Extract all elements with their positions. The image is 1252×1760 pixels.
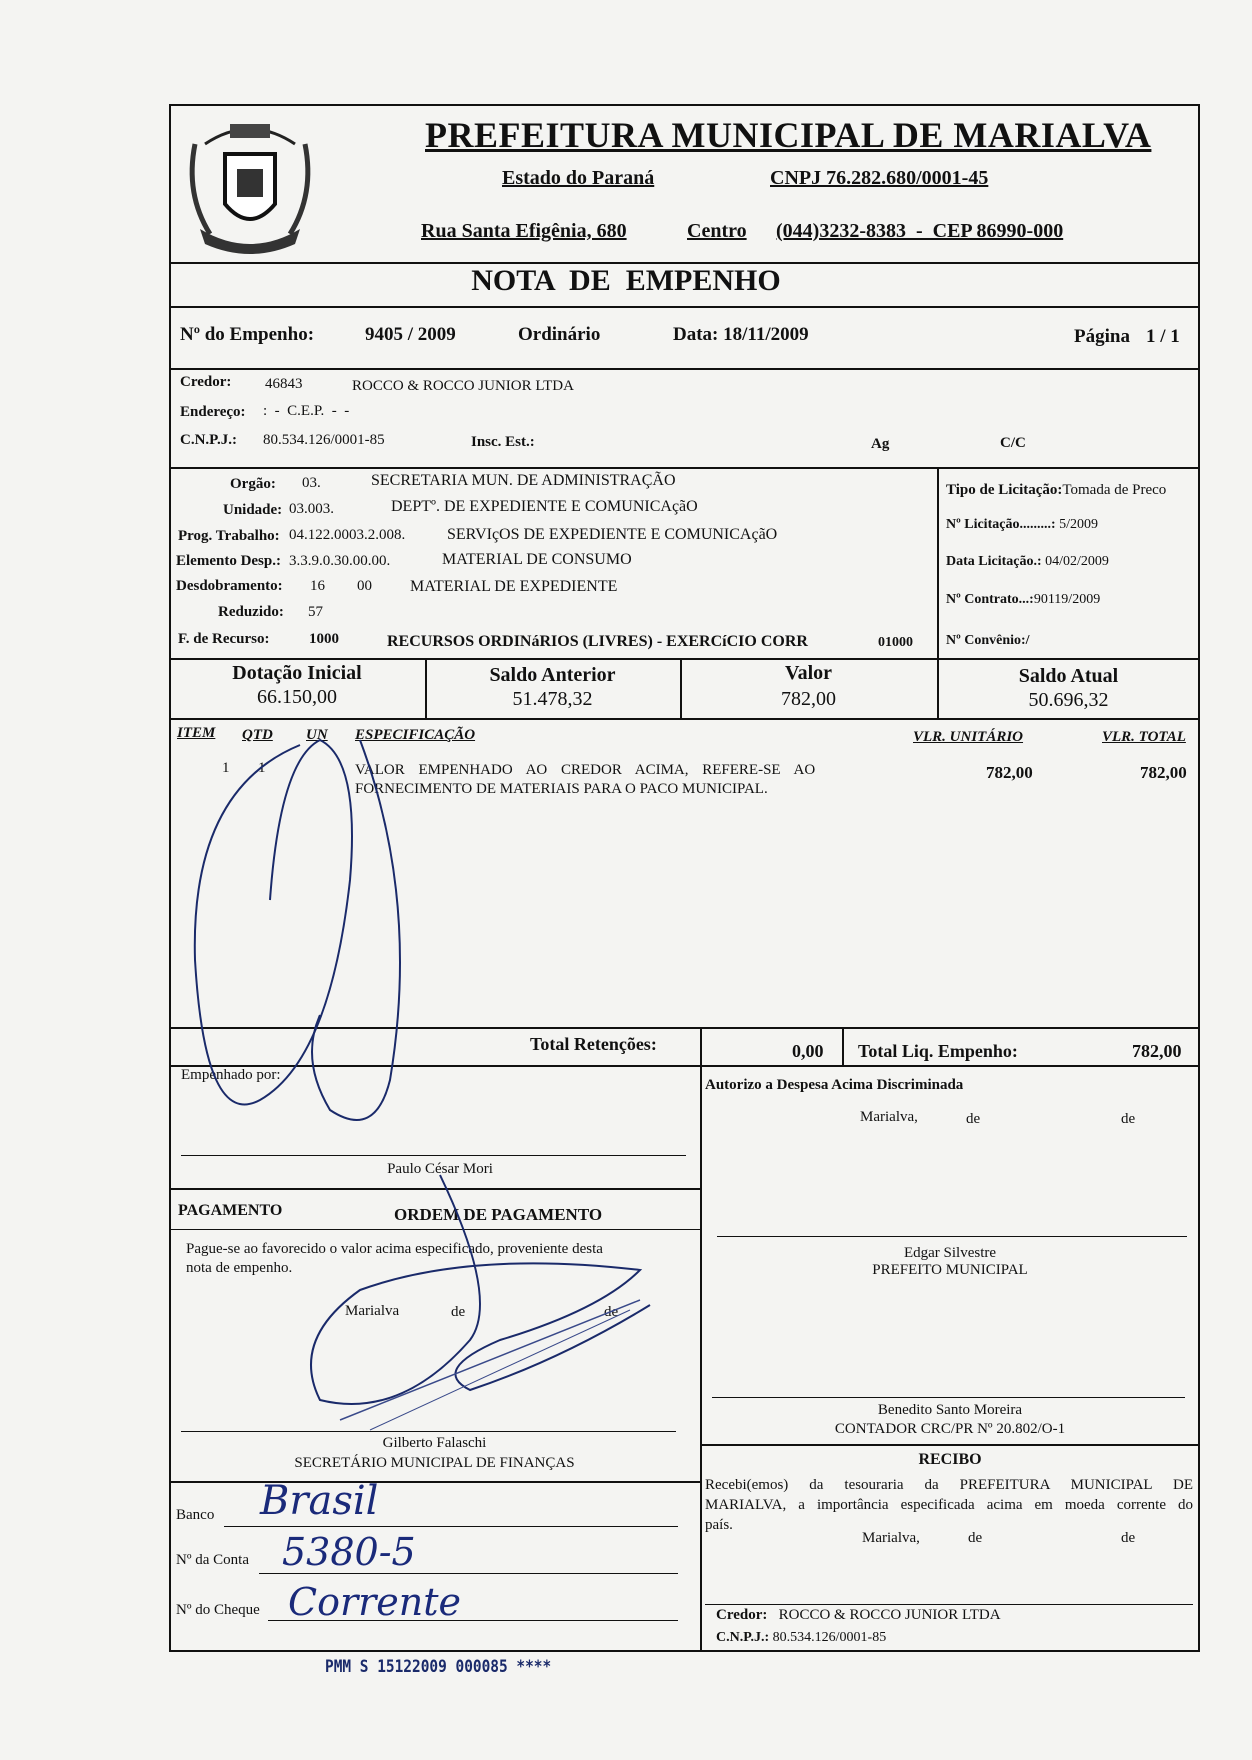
autorizo-name: Edgar Silvestre [903, 1245, 997, 1261]
unidade-label: Unidade: [223, 502, 283, 518]
page-title: PREFEITURA MUNICIPAL DE MARIALVA [425, 115, 1152, 155]
col-vlr-total: VLR. TOTAL [1102, 729, 1186, 745]
licitacao-date-label: Data Licitação.: [946, 554, 1042, 569]
col-item: ITEM [177, 725, 216, 741]
prog-desc: SERVIçOS DE EXPEDIENTE E COMUNICAçãO [447, 526, 778, 543]
item-vlr-unitario: 782,00 [986, 763, 1033, 782]
banco-handwritten: Brasil [260, 1478, 379, 1524]
contrato-number: 90119/2009 [1033, 592, 1101, 607]
rodape-cnpj: 80.534.126/0001-85 [772, 1630, 887, 1645]
page-number: 1 / 1 [1146, 326, 1180, 347]
dotacao-inicial-label: Dotação Inicial [232, 662, 362, 684]
orgao-code: 03. [302, 475, 321, 491]
doc-title: NOTA DE EMPENHO [471, 264, 781, 297]
prog-label: Prog. Trabalho: [178, 528, 280, 544]
elemento-desc: MATERIAL DE CONSUMO [442, 551, 632, 568]
protocol-stamp: PMM S 15122009 000085 **** [325, 1657, 552, 1677]
desdobramento-code: 16 [310, 578, 325, 594]
rodape-cnpj-label: C.N.P.J.: [716, 1630, 770, 1645]
unidade-desc: DEPTº. DE EXPEDIENTE E COMUNICAçãO [391, 498, 698, 515]
total-retencoes-value: 0,00 [792, 1041, 824, 1061]
dotacao-inicial-value: 66.150,00 [257, 686, 337, 708]
insc-label: Insc. Est.: [471, 434, 535, 450]
item-vlr-total: 782,00 [1140, 763, 1187, 782]
autorizo-de1: de [966, 1111, 981, 1127]
recibo-text-line1: Recebi(emos) da tesouraria da PREFEITURA MUNICIPAL DE [705, 1477, 1193, 1493]
saldo-atual-value: 50.696,32 [1028, 689, 1109, 711]
contrato-label: Nº Contrato...: [946, 592, 1034, 607]
header-district: Centro [687, 220, 747, 242]
saldo-atual-label: Saldo Atual [1018, 665, 1119, 687]
autorizo-role: PREFEITO MUNICIPAL [872, 1262, 1028, 1278]
pagamento-name: Gilberto Falaschi [382, 1435, 487, 1451]
pagamento-de1: de [451, 1304, 466, 1320]
item-desc-line1: VALOR EMPENHADO AO CREDOR ACIMA, REFERE-SE AO [355, 762, 816, 778]
item-qtd: 1 [258, 760, 266, 776]
empenho-number: 9405 / 2009 [365, 324, 456, 345]
endereco-label: Endereço: [180, 404, 246, 420]
pagamento-text-line2: nota de empenho. [186, 1260, 293, 1276]
fonte-code: 1000 [309, 631, 339, 647]
col-qtd: QTD [242, 727, 273, 743]
tipo-licitacao-value: Tomada de Preco [1062, 482, 1167, 498]
endereco-value: : - C.E.P. - - [263, 403, 350, 419]
elemento-code: 3.3.9.0.30.00.00. [289, 553, 391, 569]
empenhado-name: Paulo César Mori [387, 1161, 493, 1177]
recibo-de2: de [1121, 1530, 1136, 1546]
autorizo-de2: de [1121, 1111, 1136, 1127]
licitacao-date: 04/02/2009 [1045, 554, 1109, 569]
header-address: Rua Santa Efigênia, 680 [421, 220, 627, 242]
cheque-label: Nº do Cheque [176, 1602, 260, 1618]
page-label: Página [1074, 326, 1130, 347]
autorizo-city: Marialva, [860, 1109, 918, 1125]
elemento-label: Elemento Desp.: [176, 553, 281, 569]
empenho-label: Nº do Empenho: [180, 324, 315, 345]
credor-label: Credor: [180, 374, 232, 390]
pagamento-role: SECRETÁRIO MUNICIPAL DE FINANÇAS [294, 1455, 575, 1471]
desdobramento-sub: 00 [357, 578, 372, 594]
banco-label: Banco [176, 1507, 215, 1523]
contador-role: CONTADOR CRC/PR Nº 20.802/O-1 [834, 1421, 1066, 1437]
desdobramento-label: Desdobramento: [176, 578, 283, 594]
credor-name: ROCCO & ROCCO JUNIOR LTDA [352, 378, 574, 394]
fonte-number: 01000 [878, 635, 913, 650]
coat-of-arms-icon [175, 104, 325, 262]
credor-cnpj: 80.534.126/0001-85 [263, 432, 385, 448]
rodape-credor-label: Credor: [716, 1607, 768, 1623]
tipo-licitacao-label: Tipo de Licitação: [946, 482, 1063, 498]
saldo-anterior-value: 51.478,32 [512, 688, 593, 710]
recibo-de1: de [968, 1530, 983, 1546]
reduzido-code: 57 [308, 604, 323, 620]
item-desc-line2: FORNECIMENTO DE MATERIAIS PARA O PACO MUNICIPAL. [355, 781, 768, 797]
col-especificacao: ESPECIFICAÇÃO [355, 727, 476, 743]
rodape-credor-name: ROCCO & ROCCO JUNIOR LTDA [778, 1607, 1001, 1623]
fonte-label: F. de Recurso: [178, 631, 270, 647]
pagamento-text-line1: Pague-se ao favorecido o valor acima especificado, proveniente desta [186, 1241, 603, 1257]
saldo-anterior-label: Saldo Anterior [489, 664, 616, 686]
valor-value: 782,00 [781, 688, 836, 710]
pagamento-de2: de [604, 1304, 619, 1320]
autorizo-label: Autorizo a Despesa Acima Discriminada [705, 1077, 964, 1093]
recibo-city: Marialva, [862, 1530, 920, 1546]
cheque-handwritten: Corrente [288, 1580, 462, 1624]
header-phone-cep: (044)3232-8383 - CEP 86990-000 [776, 220, 1064, 242]
orgao-desc: SECRETARIA MUN. DE ADMINISTRAÇÃO [371, 472, 676, 489]
col-vlr-unitario: VLR. UNITÁRIO [913, 729, 1024, 745]
contador-name: Benedito Santo Moreira [877, 1402, 1023, 1418]
conta-label: Nº da Conta [176, 1552, 249, 1568]
credor-code: 46843 [265, 376, 303, 392]
header-cnpj: CNPJ 76.282.680/0001-45 [770, 167, 989, 189]
pagamento-city: Marialva [345, 1303, 400, 1319]
recibo-text-line2: MARIALVA, a importância especificada acima em moeda corrente do [705, 1497, 1193, 1513]
desdobramento-desc: MATERIAL DE EXPEDIENTE [410, 578, 618, 595]
pagamento-label: PAGAMENTO [178, 1202, 283, 1219]
empenhado-label: Empenhado por: [181, 1067, 281, 1083]
empenho-date: Data: 18/11/2009 [673, 324, 809, 345]
item-number: 1 [222, 760, 230, 776]
recibo-text-line3: país. [705, 1517, 733, 1533]
ag-label: Ag [871, 436, 890, 452]
state-name: Estado do Paraná [502, 167, 655, 189]
col-un: UN [306, 727, 328, 743]
total-liq-value: 782,00 [1132, 1041, 1182, 1061]
licitacao-number: 5/2009 [1059, 517, 1098, 532]
cnpj-label: C.N.P.J.: [180, 432, 237, 448]
prog-code: 04.122.0003.2.008. [289, 527, 406, 543]
fonte-desc: RECURSOS ORDINáRIOS (LIVRES) - EXERCíCIO CORR [387, 633, 808, 650]
recibo-label: RECIBO [918, 1451, 982, 1468]
total-liq-label: Total Liq. Empenho: [858, 1041, 1018, 1061]
unidade-code: 03.003. [289, 501, 334, 517]
licitacao-number-label: Nº Licitação.........: [946, 517, 1056, 532]
valor-label: Valor [784, 662, 833, 684]
cc-label: C/C [1000, 435, 1026, 451]
ordem-pagamento-label: ORDEM DE PAGAMENTO [394, 1205, 603, 1224]
orgao-label: Orgão: [230, 476, 276, 492]
conta-handwritten: 5380-5 [282, 1530, 416, 1574]
total-retencoes-label: Total Retenções: [530, 1034, 657, 1054]
empenho-type: Ordinário [518, 324, 601, 345]
convenio-label: Nº Convênio:/ [946, 633, 1030, 648]
reduzido-label: Reduzido: [218, 604, 284, 620]
